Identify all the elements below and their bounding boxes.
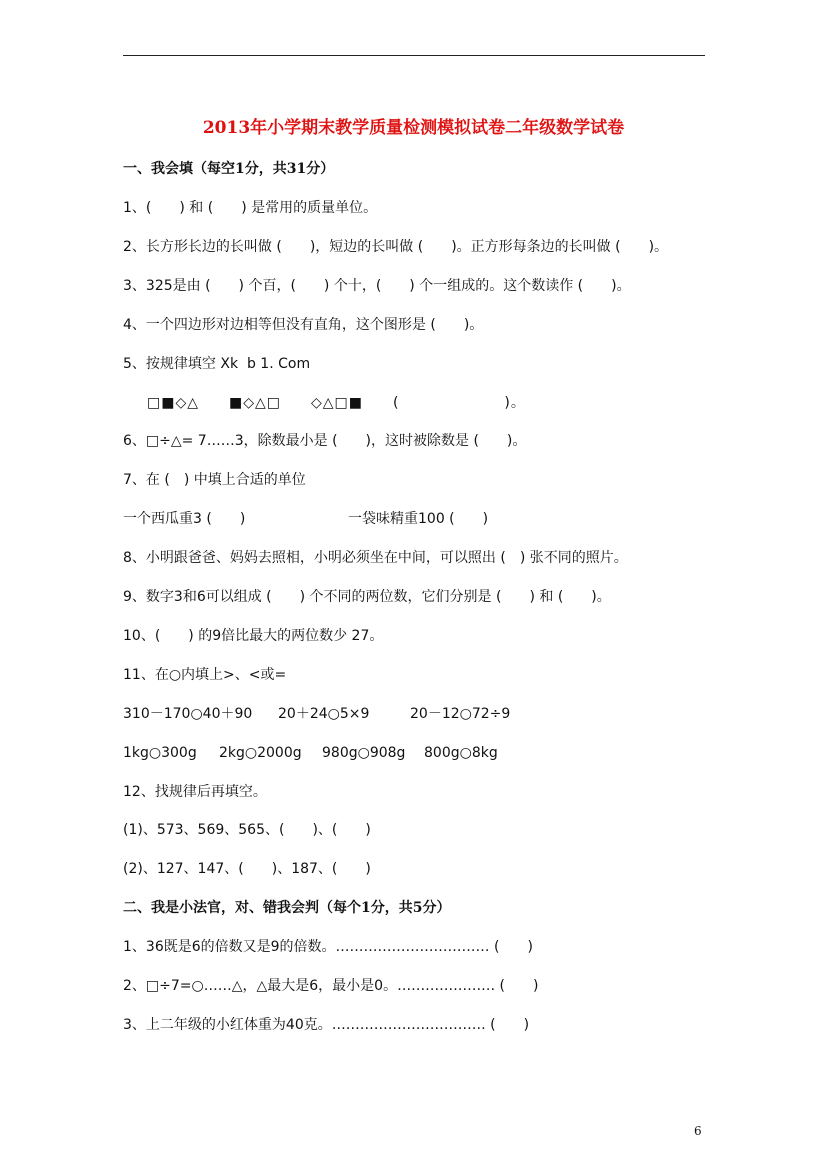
question-1-2: 2、长方形长边的长叫做 ( )，短边的长叫做 ( )。正方形每条边的长叫做 ( )。 xyxy=(123,239,669,255)
question-1-7-a: 一个西瓜重3 ( ) xyxy=(123,511,246,527)
compare-item: 310－170○40＋90 xyxy=(123,706,253,722)
question-1-6: 6、□÷△= 7……3，除数最小是 ( )，这时被除数是 ( )。 xyxy=(123,433,527,449)
question-2-1: 1、36既是6的倍数又是9的倍数。…………………………… ( ) xyxy=(123,939,533,955)
question-1-1: 1、( ) 和 ( ) 是常用的质量单位。 xyxy=(123,200,378,216)
question-1-4: 4、一个四边形对边相等但没有直角，这个图形是 ( )。 xyxy=(123,317,484,333)
question-2-2: 2、□÷7=○……△，△最大是6，最小是0。………………… ( ) xyxy=(123,978,539,994)
document-title: 2013年小学期末教学质量检测模拟试卷二年级数学试卷 xyxy=(202,118,625,138)
question-1-12-part-1: (1)、573、569、565、( )、( ) xyxy=(123,822,371,838)
question-1-9: 9、数字3和6可以组成 ( ) 个不同的两位数，它们分别是 ( ) 和 ( )。 xyxy=(123,589,611,605)
compare-item: 20＋24○5×9 xyxy=(278,706,370,722)
compare-item: 20－12○72÷9 xyxy=(410,706,511,722)
compare-item: 800g○8kg xyxy=(424,745,498,761)
question-1-11: 11、在○内填上>、<或= xyxy=(123,667,287,683)
compare-item: 2kg○2000g xyxy=(219,745,302,761)
header-rule xyxy=(123,55,705,56)
question-1-3: 3、325是由 ( ) 个百，( ) 个十，( ) 个一组成的。这个数读作 ( )。 xyxy=(123,278,631,294)
question-1-7: 7、在 ( ) 中填上合适的单位 xyxy=(123,472,306,488)
question-2-3: 3、上二年级的小红体重为40克。…………………………… ( ) xyxy=(123,1017,530,1033)
question-1-12-part-2: (2)、127、147、( )、187、( ) xyxy=(123,861,371,877)
question-1-10: 10、( ) 的9倍比最大的两位数少 27。 xyxy=(123,628,384,644)
page-number: 6 xyxy=(694,1124,702,1138)
question-1-7-b: 一袋味精重100 ( ) xyxy=(348,511,489,527)
question-1-5: 5、按规律填空 Xk b 1. Com xyxy=(123,356,311,372)
question-1-8: 8、小明跟爸爸、妈妈去照相，小明必须坐在中间，可以照出 ( ) 张不同的照片。 xyxy=(123,550,628,566)
compare-item: 1kg○300g xyxy=(123,745,197,761)
question-1-12: 12、找规律后再填空。 xyxy=(123,784,267,800)
section-1-heading: 一、我会填（每空1分，共31分） xyxy=(123,161,335,177)
section-2-heading: 二、我是小法官，对、错我会判（每个1分，共5分） xyxy=(123,900,451,916)
compare-item: 980g○908g xyxy=(322,745,406,761)
question-1-5-shapes: □■◇△ ■◇△□ ◇△□■ ( )。 xyxy=(147,395,526,411)
